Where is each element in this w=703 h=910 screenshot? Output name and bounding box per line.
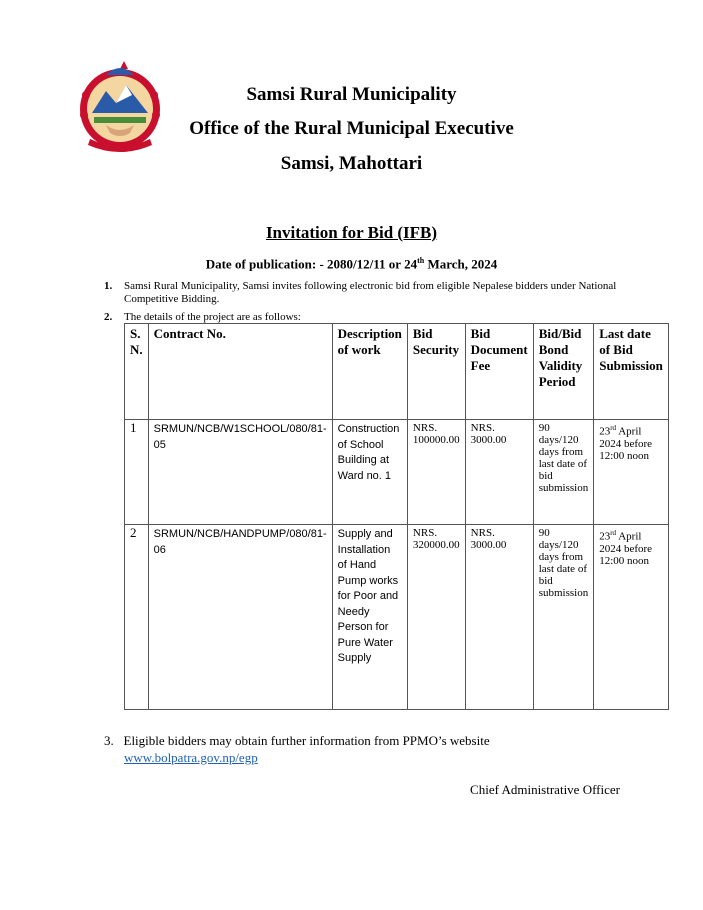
- column-header: Description of work: [332, 324, 407, 420]
- cell-validity: 90 days/120 days from last date of bid submission: [533, 420, 594, 525]
- cell-contract: SRMUN/NCB/HANDPUMP/080/81-06: [148, 525, 332, 710]
- publication-date: Date of publication: - 2080/12/11 or 24th March, 2024: [205, 256, 498, 272]
- header-municipality: Samsi Rural Municipality: [246, 84, 457, 105]
- point3-number: 3.: [104, 733, 114, 748]
- table-row: [125, 420, 669, 525]
- column-header: Last date of Bid Submission: [594, 324, 669, 420]
- header-office: Office of the Rural Municipal Executive: [189, 118, 514, 139]
- cell-contract: SRMUN/NCB/W1SCHOOL/080/81-05: [148, 420, 332, 525]
- column-header: Contract No.: [148, 324, 332, 420]
- column-header: Bid/Bid Bond Validity Period: [533, 324, 594, 420]
- bolpatra-link[interactable]: www.bolpatra.gov.np/egp: [124, 750, 258, 765]
- column-header: Bid Document Fee: [465, 324, 533, 420]
- cell-fee: NRS. 3000.00: [465, 420, 533, 525]
- bid-table: [124, 323, 669, 710]
- cell-fee: NRS. 3000.00: [465, 525, 533, 710]
- cell-description: Supply and Installation of Hand Pump works for Poor and Needy Person for Pure Water Supply: [332, 525, 407, 710]
- cell-last-date: 23rd April 2024 before 12:00 noon: [594, 525, 669, 710]
- table-header-row: [125, 324, 669, 420]
- list-item: [104, 732, 490, 766]
- point3-text: Eligible bidders may obtain further information from PPMO’s website: [123, 733, 490, 748]
- column-header: S. N.: [125, 324, 149, 420]
- cell-last-date: 23rd April 2024 before 12:00 noon: [594, 420, 669, 525]
- cell-security: NRS. 320000.00: [407, 525, 465, 710]
- cell-sn: 2: [125, 525, 149, 710]
- table-row: [125, 525, 669, 710]
- signature-title: Chief Administrative Officer: [470, 782, 620, 797]
- cell-security: NRS. 100000.00: [407, 420, 465, 525]
- header-location: Samsi, Mahottari: [280, 153, 423, 174]
- cell-sn: 1: [125, 420, 149, 525]
- cell-validity: 90 days/120 days from last date of bid submission: [533, 525, 594, 710]
- column-header: Bid Security: [407, 324, 465, 420]
- cell-description: Construction of School Building at Ward no. 1: [332, 420, 407, 525]
- document-title: Invitation for Bid (IFB): [265, 223, 438, 242]
